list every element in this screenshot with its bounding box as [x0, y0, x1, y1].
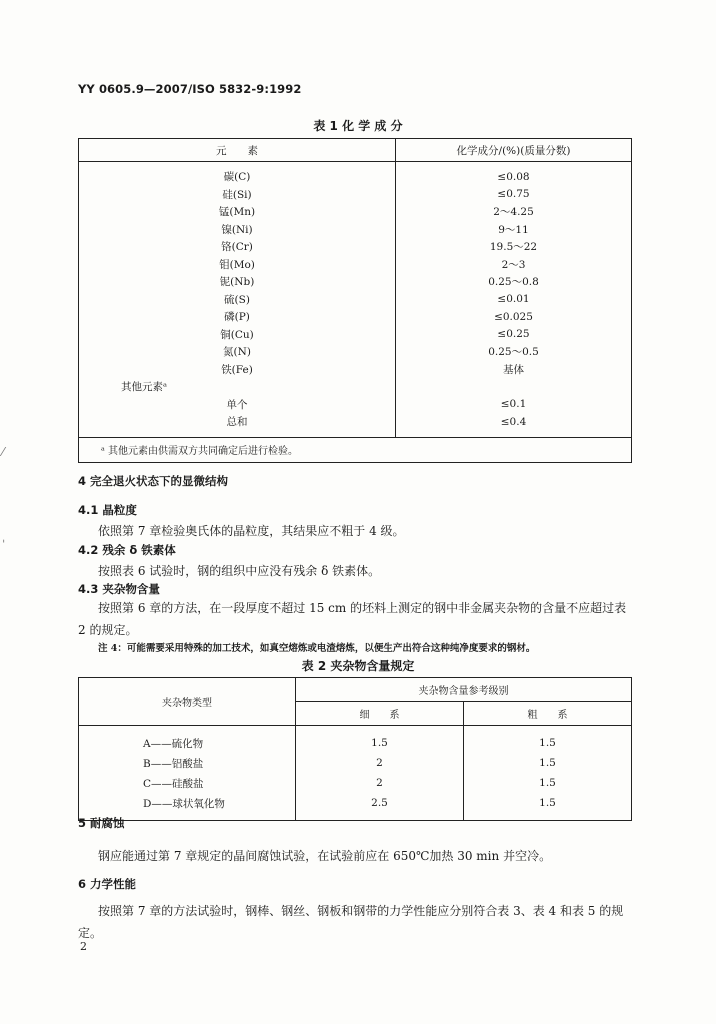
section4-2-text: 按照表 6 试验时，钢的组织中应没有残余 δ 铁素体。 [98, 564, 381, 578]
standard-code: YY 0605.9—2007/ISO 5832-9:1992 [78, 82, 302, 96]
margin-mark: ⁄ [2, 445, 5, 459]
element-value: ≤0.08 [396, 168, 632, 186]
element-name: 钼(Mo) [219, 258, 255, 271]
table1-cell: ≤0.4 [396, 413, 632, 431]
section4-3-text: 按照第 6 章的方法，在一段厚度不超过 15 cm 的坯料上测定的钢中非金属夹杂物的含量不应超过表 2 的规定。 [78, 601, 627, 637]
element-value: 2～4.25 [396, 203, 632, 221]
element-value: ≤0.025 [396, 308, 632, 326]
note-4: 注 4：可能需要采用特殊的加工技术，如真空熔炼或电渣熔炼，以便生产出符合这种纯净度要求的钢材。 [98, 643, 536, 654]
section4-heading: 4 完全退火状态下的显微结构 [78, 474, 229, 488]
table-row [79, 221, 632, 239]
table-row [79, 308, 632, 326]
table1-title: 表 1 化 学 成 分 [313, 119, 403, 133]
margin-mark: ˈ [2, 538, 6, 552]
section4-1-heading: 4.1 晶粒度 [78, 503, 137, 517]
element-name: 铜(Cu) [220, 328, 254, 341]
table2-header-type: 夹杂物类型 [79, 678, 296, 726]
table-row [79, 203, 632, 221]
inclusion-coarse: 1.5 [464, 793, 632, 813]
inclusion-coarse: 1.5 [464, 773, 632, 793]
table1-footnote: ᵃ 其他元素由供需双方共同确定后进行检验。 [79, 437, 632, 462]
table-row [79, 168, 632, 186]
table1-body [79, 168, 632, 378]
table-row [79, 273, 632, 291]
table-row [79, 343, 632, 361]
inclusion-content-table [78, 677, 632, 821]
table-row [79, 238, 632, 256]
section4-3-heading: 4.3 夹杂物含量 [78, 582, 160, 596]
table2-header-fine: 细 系 [296, 702, 464, 726]
table-row [79, 291, 632, 309]
section5-heading: 5 耐腐蚀 [78, 816, 125, 830]
inclusion-fine: 2.5 [296, 793, 464, 813]
table1-cell: 单个 [226, 398, 248, 411]
table2-header-level: 夹杂物含量参考级别 [296, 678, 632, 702]
table2-body [79, 733, 632, 813]
table2-header-coarse: 粗 系 [464, 702, 632, 726]
table1-cell: 总和 [226, 416, 248, 429]
inclusion-type: B——铝酸盐 [143, 757, 204, 770]
element-name: 铬(Cr) [221, 241, 253, 254]
inclusion-type: C——硅酸盐 [143, 777, 204, 790]
element-name: 氮(N) [223, 346, 251, 359]
element-name: 硫(S) [224, 293, 250, 306]
inclusion-coarse: 1.5 [464, 733, 632, 753]
table1-other-label: 其他元素ᵃ [121, 381, 168, 394]
section5-text: 钢应能通过第 7 章规定的晶间腐蚀试验，在试验前应在 650℃加热 30 min 并空冷。 [98, 849, 552, 863]
section4-2-heading: 4.2 残余 δ 铁素体 [78, 543, 176, 557]
table2-title: 表 2 夹杂物含量规定 [301, 659, 415, 673]
inclusion-type: D——球状氧化物 [143, 797, 225, 810]
element-value: 9～11 [396, 221, 632, 239]
table-row [79, 361, 632, 379]
chemical-composition-table [78, 138, 632, 463]
element-value: 0.25～0.8 [396, 273, 632, 291]
page-number: 2 [80, 940, 87, 953]
table1-header-composition: 化学成分/(%)(质量分数) [396, 139, 632, 162]
section6-text: 按照第 7 章的方法试验时，钢棒、钢丝、钢板和钢带的力学性能应分别符合表 3、表 4 和表 5 的规定。 [78, 904, 624, 940]
table-row [79, 256, 632, 274]
inclusion-coarse: 1.5 [464, 753, 632, 773]
element-value: 0.25～0.5 [396, 343, 632, 361]
table-row [79, 733, 632, 753]
element-value: 19.5～22 [396, 238, 632, 256]
inclusion-fine: 2 [296, 773, 464, 793]
element-name: 铁(Fe) [221, 363, 253, 376]
table-row [79, 793, 632, 813]
element-value: 基体 [396, 361, 632, 379]
section4-1-text: 依照第 7 章检验奥氏体的晶粒度，其结果应不粗于 4 级。 [98, 524, 405, 538]
element-value: 2～3 [396, 256, 632, 274]
section6-heading: 6 力学性能 [78, 877, 137, 891]
element-name: 镍(Ni) [221, 223, 253, 236]
table-row [79, 326, 632, 344]
element-value: ≤0.25 [396, 326, 632, 344]
table-row [79, 753, 632, 773]
table1-cell: ≤0.1 [396, 396, 632, 414]
element-value: ≤0.01 [396, 291, 632, 309]
element-name: 硅(Si) [222, 188, 252, 201]
table1-header-element: 元 素 [79, 139, 396, 162]
element-name: 磷(P) [224, 311, 250, 324]
inclusion-fine: 2 [296, 753, 464, 773]
inclusion-type: A——硫化物 [143, 737, 204, 750]
table-row [79, 773, 632, 793]
element-value: ≤0.75 [396, 186, 632, 204]
element-name: 锰(Mn) [218, 206, 256, 219]
element-name: 铌(Nb) [219, 276, 255, 289]
inclusion-fine: 1.5 [296, 733, 464, 753]
element-name: 碳(C) [223, 171, 251, 184]
table-row [79, 186, 632, 204]
